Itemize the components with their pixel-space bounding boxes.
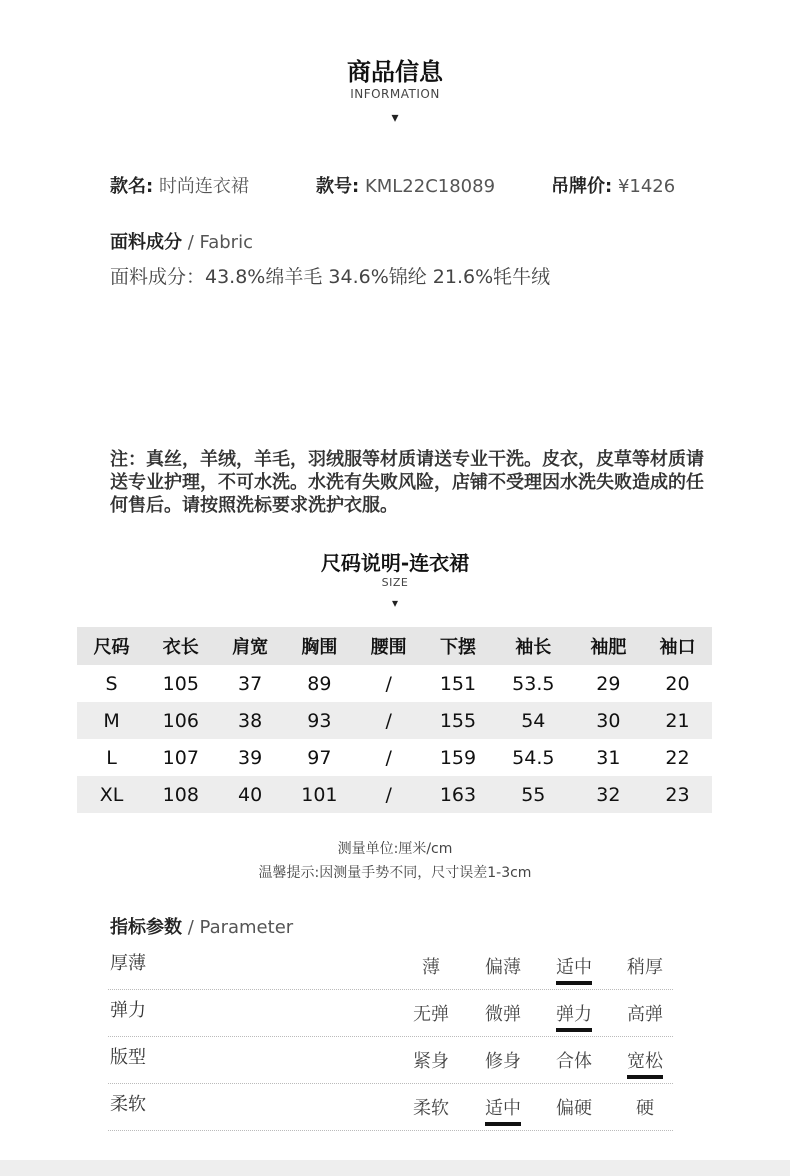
size-title: 尺码说明-连衣裙 [320, 551, 470, 575]
col-header: 肩宽 [216, 627, 285, 665]
tag-price [551, 172, 675, 198]
param-label: 版型 [110, 1047, 146, 1068]
cell: 23 [643, 776, 712, 813]
cell: 155 [423, 702, 493, 739]
fabric-title: 面料成分 [110, 232, 182, 253]
parameter-heading [110, 913, 293, 939]
style-number-value: KML22C18089 [364, 176, 496, 197]
param-row-fit [108, 1037, 673, 1084]
cell: 20 [665, 672, 690, 695]
cell: 30 [574, 702, 643, 739]
param-label: 厚薄 [110, 953, 146, 974]
cell: 55 [493, 776, 574, 813]
col-header: 衣长 [146, 627, 216, 665]
cell: 89 [307, 672, 332, 695]
cell: 163 [423, 776, 493, 813]
cell: 37 [238, 672, 263, 695]
cell: 39 [238, 746, 263, 769]
param-option: 硬 [636, 1098, 654, 1119]
param-option-selected: 宽松 [620, 1047, 670, 1073]
param-option-selected: 弹力 [549, 1000, 599, 1026]
fabric-title-en: / Fabric [187, 232, 253, 253]
chevron-down-icon: ▾ [391, 596, 399, 610]
care-note: 注：真丝，羊绒，羊毛，羽绒服等材质请送专业干洗。皮衣，皮草等材质请送专业护理，不可水洗。水洗有失败风险，店铺不受理因水洗失败造成的任何售后。请按照洗标要求洗护衣服。 [110, 449, 704, 516]
param-option: 稍厚 [627, 957, 663, 978]
param-option: 薄 [422, 957, 440, 978]
footer-bar [0, 1160, 790, 1176]
cell: XL [77, 776, 146, 813]
cell: / [385, 746, 392, 769]
col-header: 袖口 [643, 627, 712, 665]
cell: 107 [162, 746, 199, 769]
col-header: 尺码 [77, 627, 146, 665]
param-option: 合体 [556, 1051, 592, 1072]
cell: 106 [146, 702, 216, 739]
table-row [77, 665, 712, 702]
param-option: 偏硬 [556, 1098, 592, 1119]
style-number [316, 172, 495, 198]
param-option: 修身 [485, 1051, 521, 1072]
col-header: 腰围 [354, 627, 423, 665]
cell: / [354, 702, 423, 739]
col-header: 袖长 [493, 627, 574, 665]
cell: / [385, 672, 392, 695]
cell: S [105, 672, 118, 695]
tag-price-value: ¥1426 [617, 176, 676, 197]
chevron-down-icon: ▾ [391, 110, 399, 126]
page-title: 商品信息 [347, 58, 443, 86]
cell: 151 [439, 672, 477, 695]
style-name-label: 款名: [110, 176, 154, 197]
cell: 54.5 [512, 746, 555, 769]
page-subtitle: INFORMATION [350, 87, 440, 101]
style-name-value: 时尚连衣裙 [158, 176, 249, 197]
param-option: 微弹 [485, 1004, 521, 1025]
cell: 29 [596, 672, 621, 695]
param-label: 弹力 [110, 1000, 146, 1021]
param-option-selected: 适中 [478, 1094, 528, 1120]
param-option: 无弹 [413, 1004, 449, 1025]
fabric-heading [110, 228, 253, 254]
col-header: 下摆 [423, 627, 493, 665]
param-row-elasticity [108, 990, 673, 1037]
param-row-thickness [108, 943, 673, 990]
col-header: 胸围 [285, 627, 355, 665]
cell: 97 [307, 746, 332, 769]
cell: 93 [285, 702, 355, 739]
table-row [77, 776, 712, 813]
table-row [77, 739, 712, 776]
cell: 40 [216, 776, 285, 813]
size-subtitle: SIZE [381, 576, 409, 589]
cell: L [106, 746, 117, 769]
cell: 101 [285, 776, 355, 813]
cell: 38 [216, 702, 285, 739]
param-option: 偏薄 [485, 957, 521, 978]
cell: 108 [146, 776, 216, 813]
param-option: 柔软 [413, 1098, 449, 1119]
size-table-header [77, 627, 712, 665]
measurement-tip: 温馨提示:因测量手势不同，尺寸误差1-3cm [258, 865, 532, 881]
param-option: 紧身 [413, 1051, 449, 1072]
param-row-softness [108, 1084, 673, 1131]
parameter-title-en: / Parameter [187, 917, 294, 938]
cell: 53.5 [512, 672, 555, 695]
col-header: 袖肥 [574, 627, 643, 665]
param-option: 高弹 [627, 1004, 663, 1025]
cell: 21 [643, 702, 712, 739]
style-number-label: 款号: [316, 176, 360, 197]
style-name [110, 172, 249, 198]
param-option-selected: 适中 [549, 953, 599, 979]
cell: 31 [596, 746, 621, 769]
table-row [77, 702, 712, 739]
size-table [77, 627, 712, 813]
fabric-composition: 面料成分：43.8%绵羊毛 34.6%锦纶 21.6%牦牛绒 [110, 266, 551, 288]
measurement-unit: 测量单位:厘米/cm [337, 841, 453, 857]
cell: 22 [665, 746, 690, 769]
cell: 159 [439, 746, 477, 769]
cell: 54 [493, 702, 574, 739]
param-label: 柔软 [110, 1094, 146, 1115]
cell: / [354, 776, 423, 813]
cell: M [77, 702, 146, 739]
cell: 32 [574, 776, 643, 813]
tag-price-label: 吊牌价: [551, 176, 613, 197]
parameter-title: 指标参数 [110, 917, 182, 938]
cell: 105 [162, 672, 199, 695]
